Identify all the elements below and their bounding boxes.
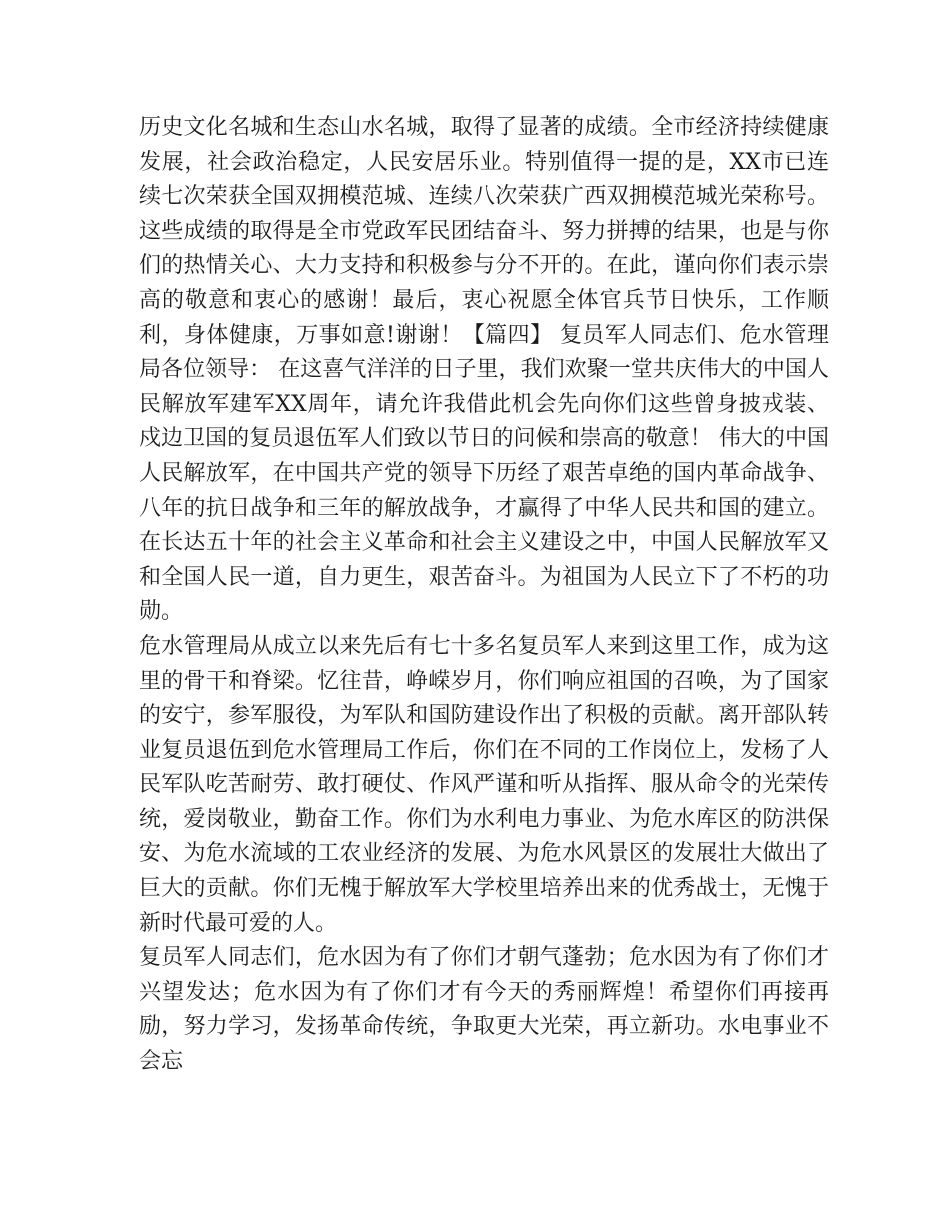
document-body bbox=[139, 111, 829, 1080]
paragraph-2: 危水管理局从成立以来先后有七十多名复员军人来到这里工作，成为这里的骨干和脊梁。忆往昔，峥嵘岁月，你们响应祖国的召唤，为了国家的安宁，参军服役，为军队和国防建设作出了积极的贡献。离开部队转业复员退伍到危水管理局工作后，你们在不同的工作岗位上，发杨了人民军队吃苦耐劳、敢打硬仗、作风严谨和听从指挥、服从命令的光荣传统，爱岗敬业，勤奋工作。你们为水利电力事业、为危水库区的防洪保安、为危水流域的工农业经济的发展、为危水风景区的发展壮大做出了巨大的贡献。你们无槐于解放军大学校里培养出来的优秀战士，无愧于新时代最可爱的人。 bbox=[139, 633, 829, 936]
paragraph-3: 复员军人同志们，危水因为有了你们才朝气蓬勃；危水因为有了你们才兴望发达；危水因为有了你们才有今天的秀丽辉煌！希望你们再接再励，努力学习，发扬革命传统，争取更大光荣，再立新功。水电事业不会忘 bbox=[139, 945, 829, 1075]
paragraph-1: 历史文化名城和生态山水名城，取得了显著的成绩。全市经济持续健康发展，社会政治稳定，人民安居乐业。特别值得一提的是，XX市已连续七次荣获全国双拥模范城、连续八次荣获广西双拥模范城光荣称号。这些成绩的取得是全市党政军民团结奋斗、努力拼搏的结果，也是与你们的热情关心、大力支持和积极参与分不开的。在此，谨向你们表示崇高的敬意和衷心的感谢！最后，衷心祝愿全体官兵节日快乐，工作顺利，身体健康，万事如意!谢谢！【篇四】 复员军人同志们、危水管理局各位领导： 在这喜气洋洋的日子里，我们欢聚一堂共庆伟大的中国人民解放军建军XX周年，请允许我借此机会先向你们这些曾身披戎装、戍边卫国的复员退伍军人们致以节日的问候和崇高的敬意！ 伟大的中国人民解放军，在中国共产党的领导下历经了艰苦卓绝的国内革命战争、八年的抗日战争和三年的解放战争，才赢得了中华人民共和国的建立。在长达五十年的社会主义革命和社会主义建设之中，中国人民解放军又和全国人民一道，自力更生，艰苦奋斗。为祖国为人民立下了不朽的功勋。 bbox=[139, 115, 829, 625]
